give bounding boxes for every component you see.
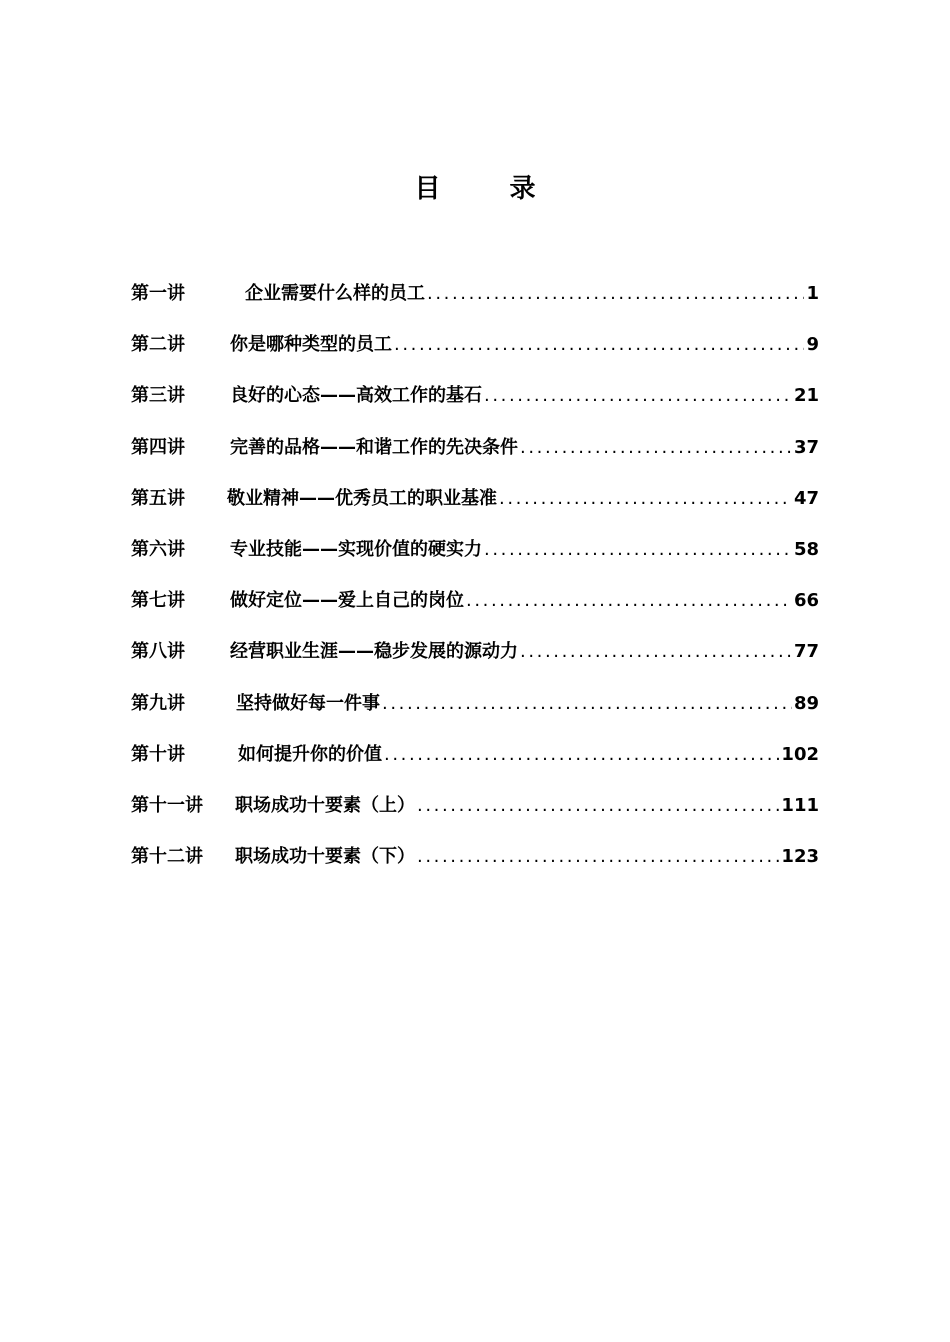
toc-entry-title: 职场成功十要素（下） — [235, 846, 415, 868]
toc-lecture-number: 第十讲 — [131, 743, 185, 765]
toc-dot-leader — [417, 846, 779, 867]
toc-lecture-number: 第五讲 — [131, 487, 185, 509]
toc-entry[interactable] — [131, 586, 819, 637]
toc-dot-leader — [427, 283, 804, 304]
toc-entry[interactable] — [131, 842, 819, 893]
toc-entry-title: 经营职业生涯——稳步发展的源动力 — [230, 641, 518, 663]
toc-dot-leader — [484, 539, 792, 560]
toc-lecture-number: 第六讲 — [131, 538, 185, 560]
toc-entry[interactable] — [131, 740, 819, 791]
toc-entry-title: 做好定位——爱上自己的岗位 — [230, 590, 464, 612]
page-title: 目 录 — [414, 174, 566, 204]
toc-entry[interactable] — [131, 279, 819, 330]
toc-dot-leader — [417, 795, 779, 816]
toc-page-number: 89 — [793, 692, 819, 714]
toc-page-number: 77 — [793, 641, 819, 663]
toc-entry[interactable] — [131, 381, 819, 432]
toc-page-number: 1 — [806, 283, 819, 304]
toc-page-number: 37 — [793, 436, 819, 458]
toc-page-number: 111 — [781, 794, 819, 816]
toc-page-number: 66 — [793, 590, 819, 612]
toc-dot-leader — [394, 334, 804, 355]
toc-entry-title: 敬业精神——优秀员工的职业基准 — [227, 487, 497, 509]
toc-dot-leader — [499, 488, 792, 509]
toc-dot-leader — [520, 437, 792, 458]
toc-entry-title: 职场成功十要素（上） — [235, 794, 415, 816]
toc-entry-title: 如何提升你的价值 — [238, 743, 382, 765]
toc-lecture-number: 第十二讲 — [131, 846, 203, 868]
toc-lecture-number: 第八讲 — [131, 641, 185, 663]
toc-entry[interactable] — [131, 330, 819, 381]
toc-entry-title: 你是哪种类型的员工 — [230, 334, 392, 356]
toc-entry[interactable] — [131, 535, 819, 586]
toc-entry-title: 完善的品格——和谐工作的先决条件 — [230, 436, 518, 458]
toc-dot-leader — [466, 590, 792, 611]
toc-dot-leader — [382, 693, 792, 714]
toc-lecture-number: 第三讲 — [131, 385, 185, 407]
toc-entry-title: 专业技能——实现价值的硬实力 — [230, 538, 482, 560]
toc-page-number: 9 — [806, 334, 819, 356]
toc-dot-leader — [384, 744, 779, 765]
toc-page-number: 21 — [793, 385, 819, 407]
toc-dot-leader — [484, 385, 792, 406]
toc-lecture-number: 第七讲 — [131, 590, 185, 612]
toc-lecture-number: 第一讲 — [131, 283, 185, 304]
toc-lecture-number: 第十一讲 — [131, 794, 203, 816]
table-of-contents — [131, 279, 819, 893]
toc-entry[interactable] — [131, 637, 819, 688]
toc-entry[interactable] — [131, 791, 819, 842]
toc-lecture-number: 第九讲 — [131, 692, 185, 714]
toc-entry-title: 良好的心态——高效工作的基石 — [230, 385, 482, 407]
toc-entry-title: 坚持做好每一件事 — [236, 692, 380, 714]
toc-lecture-number: 第二讲 — [131, 334, 185, 356]
toc-page-number: 47 — [793, 487, 819, 509]
toc-entry-title: 企业需要什么样的员工 — [245, 283, 425, 304]
toc-page-number: 123 — [781, 846, 819, 868]
toc-lecture-number: 第四讲 — [131, 436, 185, 458]
toc-entry[interactable] — [131, 689, 819, 740]
toc-entry[interactable] — [131, 484, 819, 535]
toc-page-number: 102 — [781, 743, 819, 765]
toc-page-number: 58 — [793, 538, 819, 560]
toc-dot-leader — [520, 641, 792, 662]
toc-entry[interactable] — [131, 433, 819, 484]
